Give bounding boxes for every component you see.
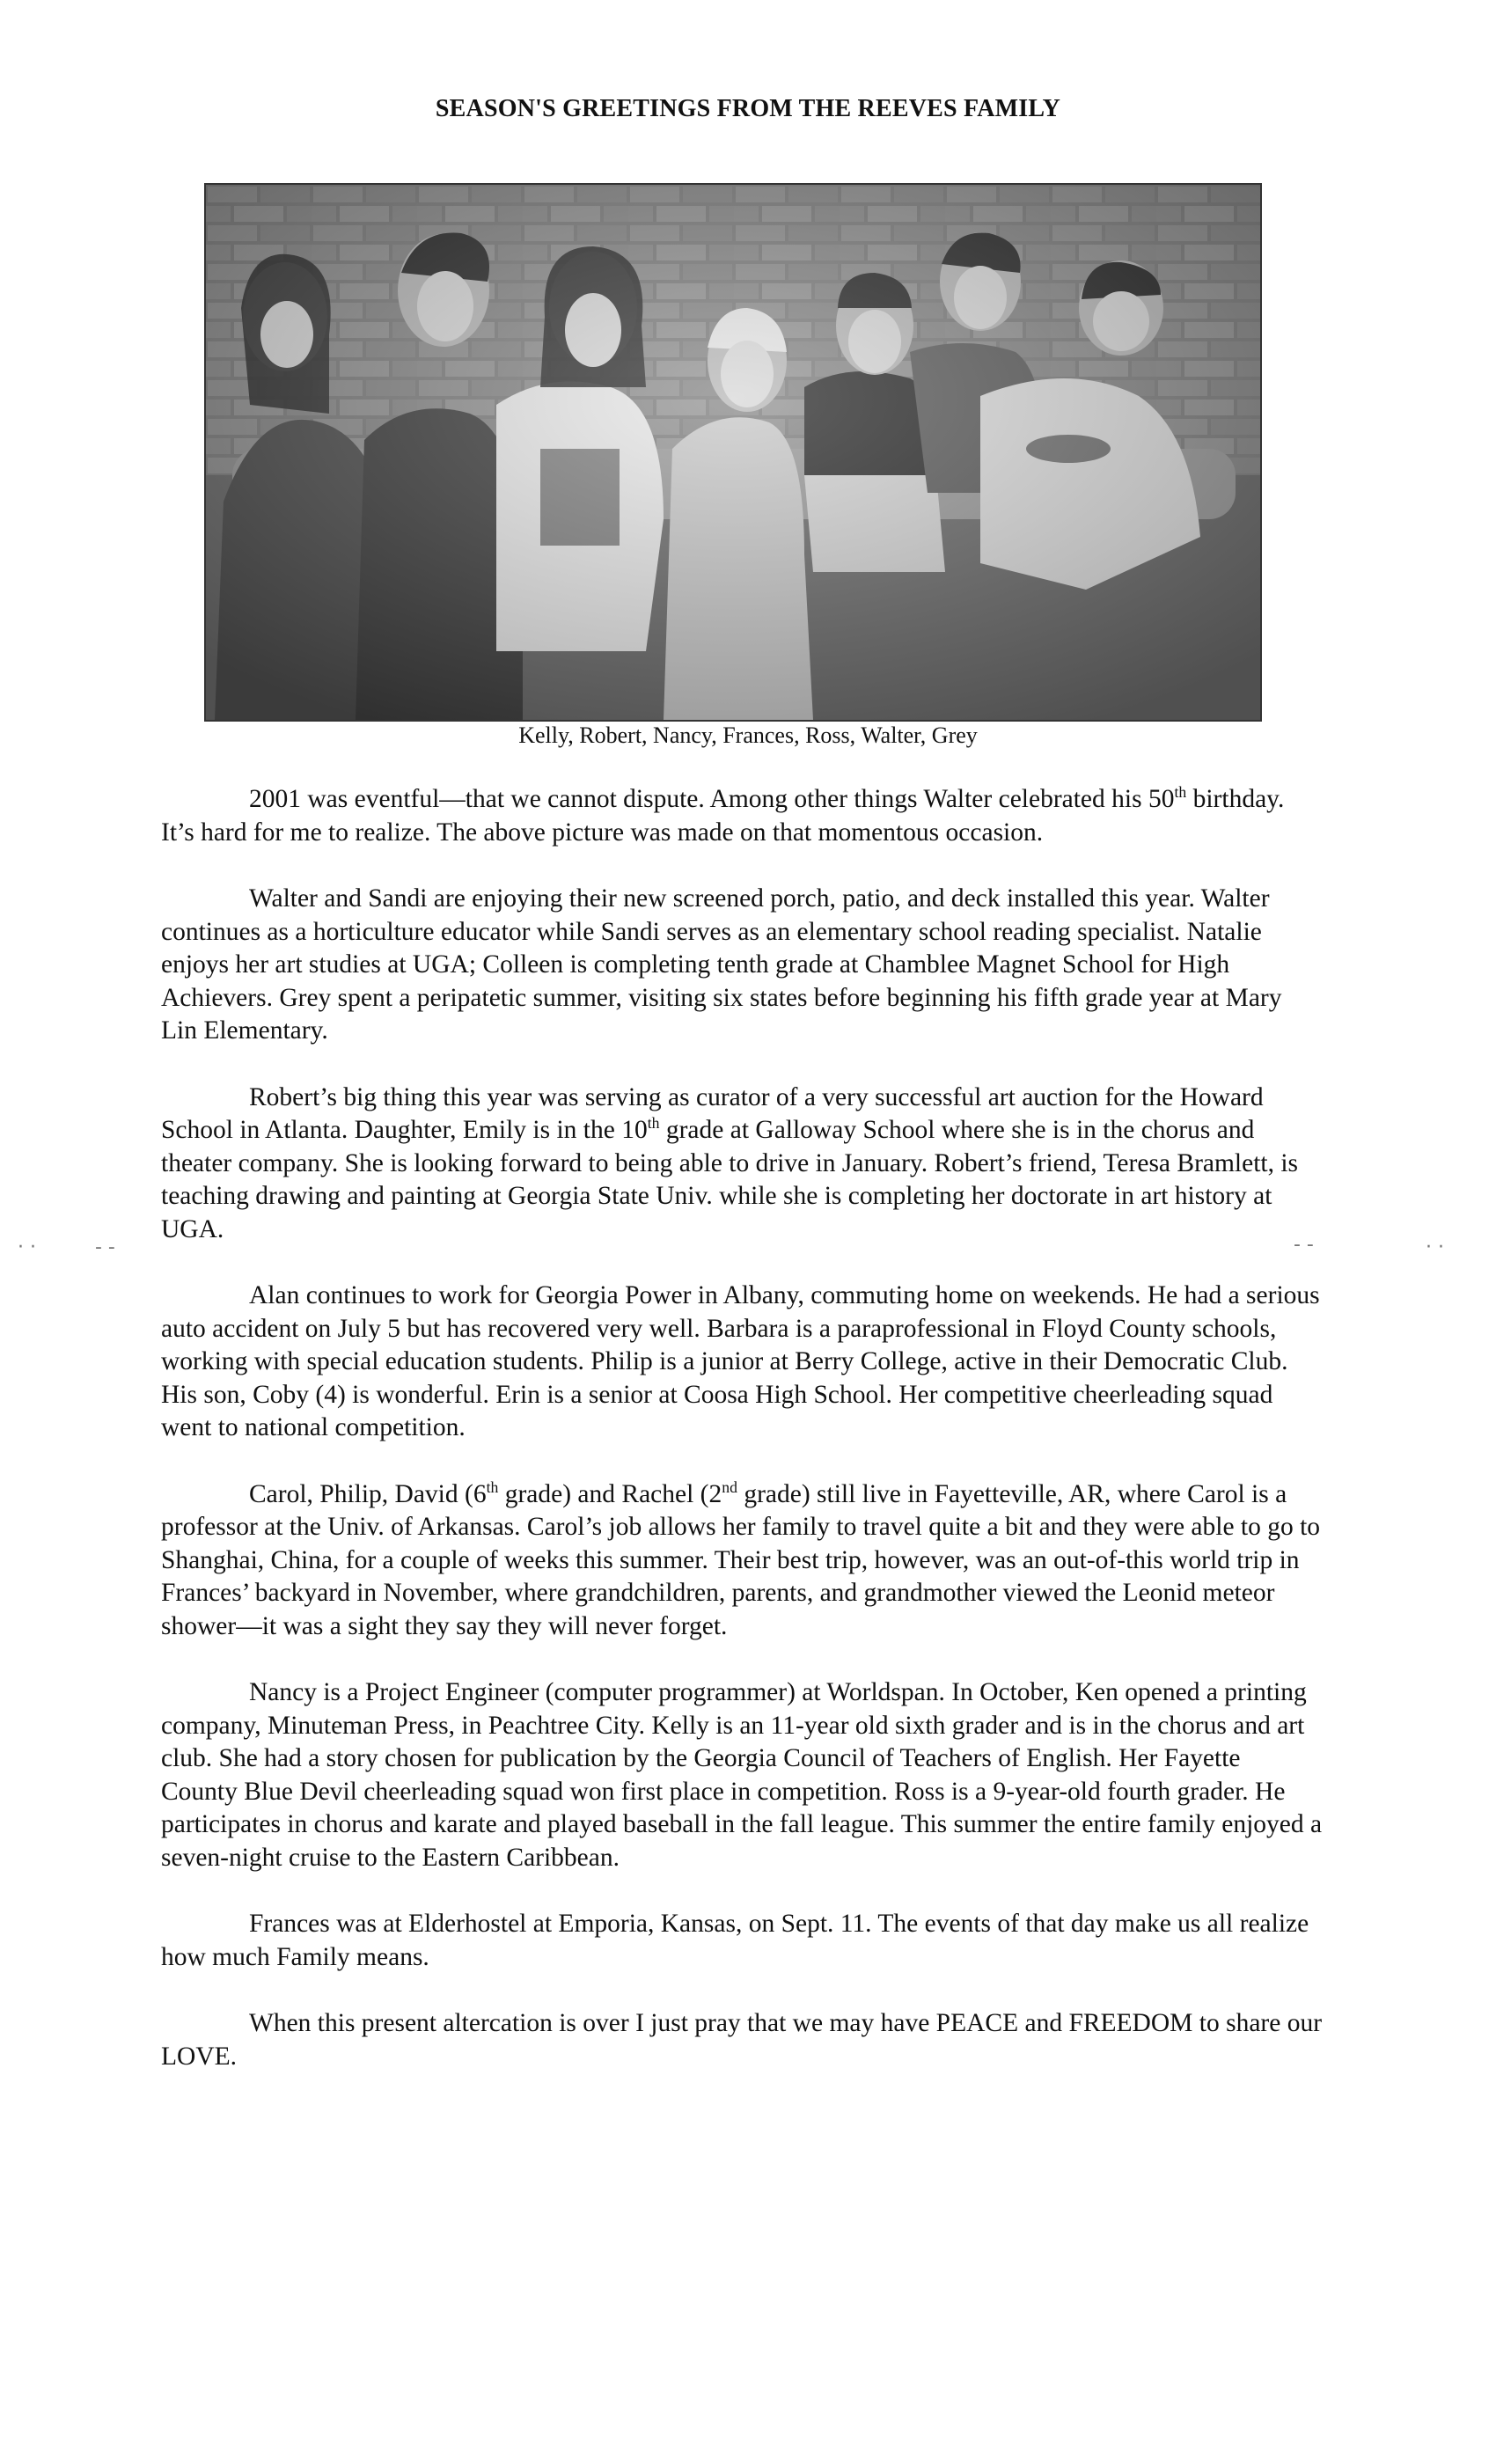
- paragraph-3-superscript: th: [647, 1114, 660, 1133]
- scan-mark-left: · ·: [18, 1236, 36, 1258]
- paragraph-5-superscript-1: th: [486, 1478, 499, 1496]
- paragraph-7: Frances was at Elderhostel at Emporia, Kansas, on Sept. 11. The events of that day make us all realize how much Family means.: [161, 1910, 1309, 1971]
- paragraph-3-text-a: Robert’s big thing this year was serving as curator of a very successful art auction for the Howard School in Atlanta. Daughter, Emily is in the 10: [161, 1082, 1264, 1144]
- paragraph-5: [161, 1478, 1323, 1644]
- paragraph-1-text-a: 2001 was eventful—that we cannot dispute. Among other things Walter celebrated his 50: [249, 785, 1175, 813]
- letter-title: SEASON'S GREETINGS FROM THE REEVES FAMILY: [435, 95, 1061, 122]
- paragraph-6: Nancy is a Project Engineer (computer programmer) at Worldspan. In October, Ken opened a printing company, Minuteman Press, in Peachtree City. Kelly is an 11-year old sixth grader and is in the chorus and art club. She had a story chosen for publication by the Georgia Council of Teachers of English. Her Fayette County Blue Devil cheerleading squad won first place in competition. Ross is a 9-year-old fourth grader. He participates in chorus and karate and played baseball in the fall league. This summer the entire family enjoyed a seven-night cruise to the Eastern Caribbean.: [161, 1678, 1323, 1872]
- photo-caption: Kelly, Robert, Nancy, Frances, Ross, Walter, Grey: [518, 722, 978, 748]
- paragraph-3-text-b: grade at Galloway School where she is in the chorus and theater company. She is looking forward to being able to drive in January. Robert’s friend, Teresa Bramlett, is teaching drawing and painting at Georgia State Univ. while she is completing her doctorate in art history at UGA.: [161, 1116, 1299, 1243]
- paragraph-5-text-a: Carol, Philip, David (6: [249, 1479, 487, 1508]
- paragraph-1-text-b: birthday. It’s hard for me to realize. The above picture was made on that momentous occasion.: [161, 785, 1285, 847]
- paragraph-5-text-c: grade) still live in Fayetteville, AR, where Carol is a professor at the Univ. of Arkansas. Carol’s job allows her family to travel quite a bit and they were able to go to Shanghai, China, for a couple of weeks this summer. Their best trip, however, was an out-of-this world trip in Frances’ backyard in November, where grandchildren, parents, and grandmother viewed the Leonid meteor shower—it was a sight they say they will never forget.: [161, 1479, 1321, 1640]
- paragraph-5-text-b: grade) and Rachel (2: [498, 1479, 722, 1508]
- paragraph-2: Walter and Sandi are enjoying their new screened porch, patio, and deck installed this year. Walter continues as a horticulture educator while Sandi serves as an elementary school reading specialist. Natalie enjoys her art studies at UGA; Colleen is completing tenth grade at Chamblee Magnet School for High Achievers. Grey spent a peripatetic summer, visiting six states before beginning his fifth grade year at Mary Lin Elementary.: [161, 884, 1282, 1045]
- family-photo: [204, 183, 1262, 722]
- paragraph-3: [161, 1082, 1323, 1247]
- paragraph-5-superscript-2: nd: [722, 1478, 737, 1496]
- scan-mark-left-2: - -: [95, 1236, 115, 1258]
- scan-mark-right-2: · ·: [1426, 1236, 1444, 1258]
- paragraph-8: When this present altercation is over I just pray that we may have PEACE and FREEDOM to share our LOVE.: [161, 2009, 1323, 2071]
- paragraph-4: Alan continues to work for Georgia Power in Albany, commuting home on weekends. He had a serious auto accident on July 5 but has recovered very well. Barbara is a paraprofessional in Floyd County schools, working with special education students. Philip is a junior at Berry College, active in their Democratic Club. His son, Coby (4) is wonderful. Erin is a senior at Coosa High School. Her competitive cheerleading squad went to national competition.: [161, 1281, 1320, 1441]
- paragraph-1-superscript: th: [1174, 783, 1187, 802]
- paragraph-1: [161, 783, 1323, 849]
- scan-mark-right: - -: [1294, 1234, 1314, 1256]
- letter-body: [161, 783, 1323, 2107]
